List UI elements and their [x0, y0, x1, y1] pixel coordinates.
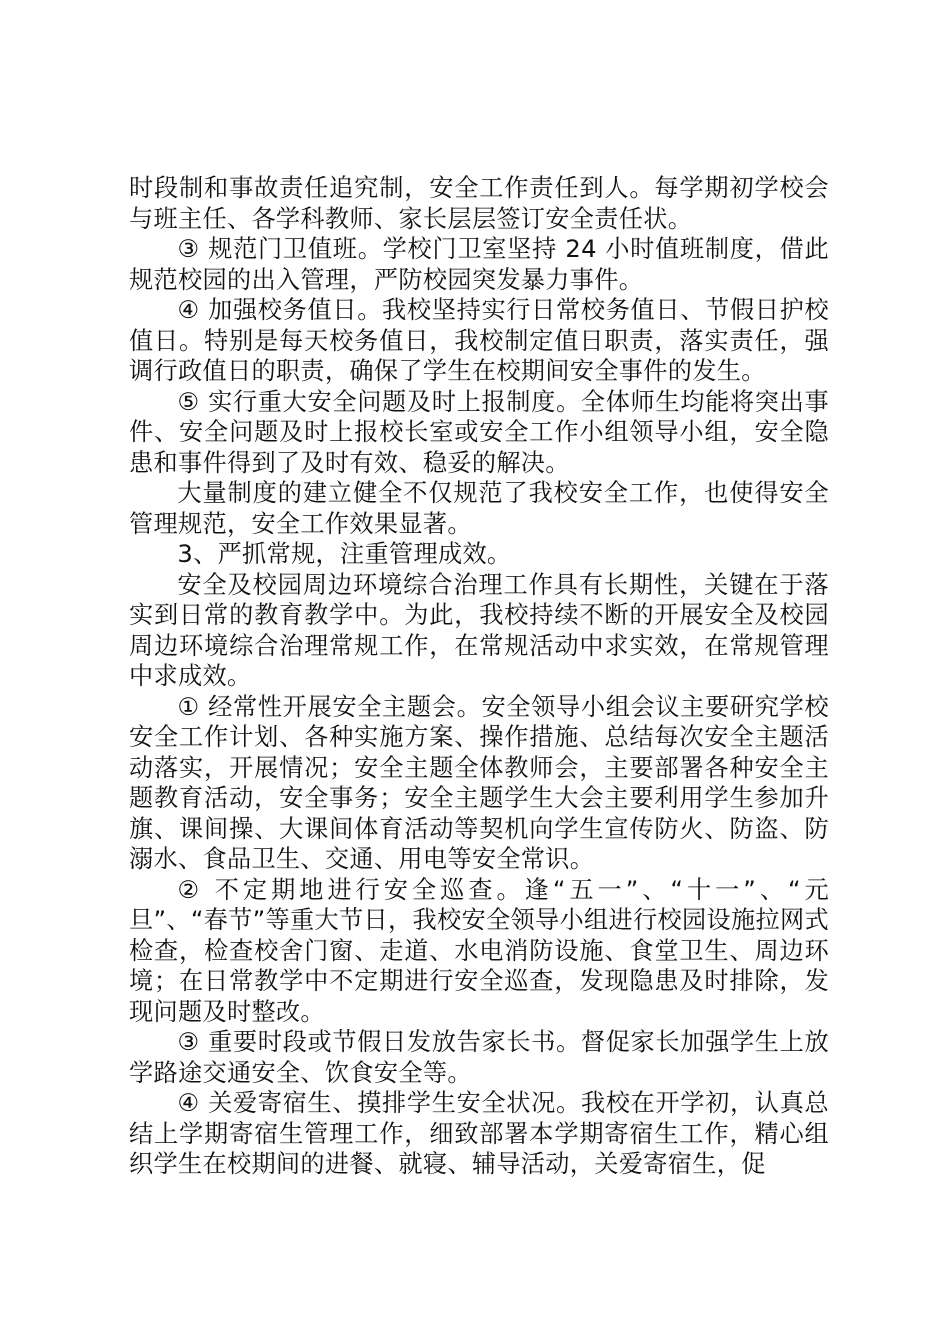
paragraph-parent-letter: ③ 重要时段或节假日发放告家长书。督促家长加强学生上放学路途交通安全、饮食安全等。 — [129, 1028, 829, 1087]
paragraph-system-summary: 大量制度的建立健全不仅规范了我校安全工作，也使得安全管理规范，安全工作效果显著。 — [129, 479, 829, 538]
paragraph-safety-inspection: ② 不定期地进行安全巡查。逢“五一”、“十一”、“元旦”、“春节”等重大节日，我校安全领导小组进行校园设施拉网式检查，检查校舍门窗、走道、水电消防设施、食堂卫生、周边环境；在日常教学中不定期进行安全巡查，发现隐患及时排除，发现问题及时整改。 — [129, 875, 829, 1026]
paragraph-gate-duty: ③ 规范门卫值班。学校门卫室坚持 24 小时值班制度，借此规范校园的出入管理，严防校园突发暴力事件。 — [129, 235, 829, 294]
paragraph-responsibility-system: 时段制和事故责任追究制，安全工作责任到人。每学期初学校会与班主任、各学科教师、家长层层签订安全责任状。 — [129, 174, 829, 233]
paragraph-safety-meetings: ① 经常性开展安全主题会。安全领导小组会议主要研究学校安全工作计划、各种实施方案、操作措施、总结每次安全主题活动落实，开展情况；安全主题全体教师会，主要部署各种安全主题教育活动，安全事务；安全主题学生大会主要利用学生参加升旗、课间操、大课间体育活动等契机向学生宣传防火、防盗、防溺水、食品卫生、交通、用电等安全常识。 — [129, 692, 829, 873]
section-heading-routine: 3、严抓常规，注重管理成效。 — [177, 540, 512, 568]
paragraph-reporting-system: ⑤ 实行重大安全问题及时上报制度。全体师生均能将突出事件、安全问题及时上报校长室或安全工作小组领导小组，安全隐患和事件得到了及时有效、稳妥的解决。 — [129, 387, 829, 477]
paragraph-boarding-students: ④ 关爱寄宿生、摸排学生安全状况。我校在开学初，认真总结上学期寄宿生管理工作，细致部署本学期寄宿生工作，精心组织学生在校期间的进餐、就寝、辅导活动，关爱寄宿生，促 — [129, 1089, 829, 1178]
paragraph-routine-intro: 安全及校园周边环境综合治理工作具有长期性，关键在于落实到日常的教育教学中。为此，我校持续不断的开展安全及校园周边环境综合治理常规工作，在常规活动中求实效，在常规管理中求成效。 — [129, 570, 829, 690]
document-body — [129, 173, 829, 1180]
paragraph-school-duty: ④ 加强校务值日。我校坚持实行日常校务值日、节假日护校值日。特别是每天校务值日，我校制定值日职责，落实责任，强调行政值日的职责，确保了学生在校期间安全事件的发生。 — [129, 296, 829, 385]
